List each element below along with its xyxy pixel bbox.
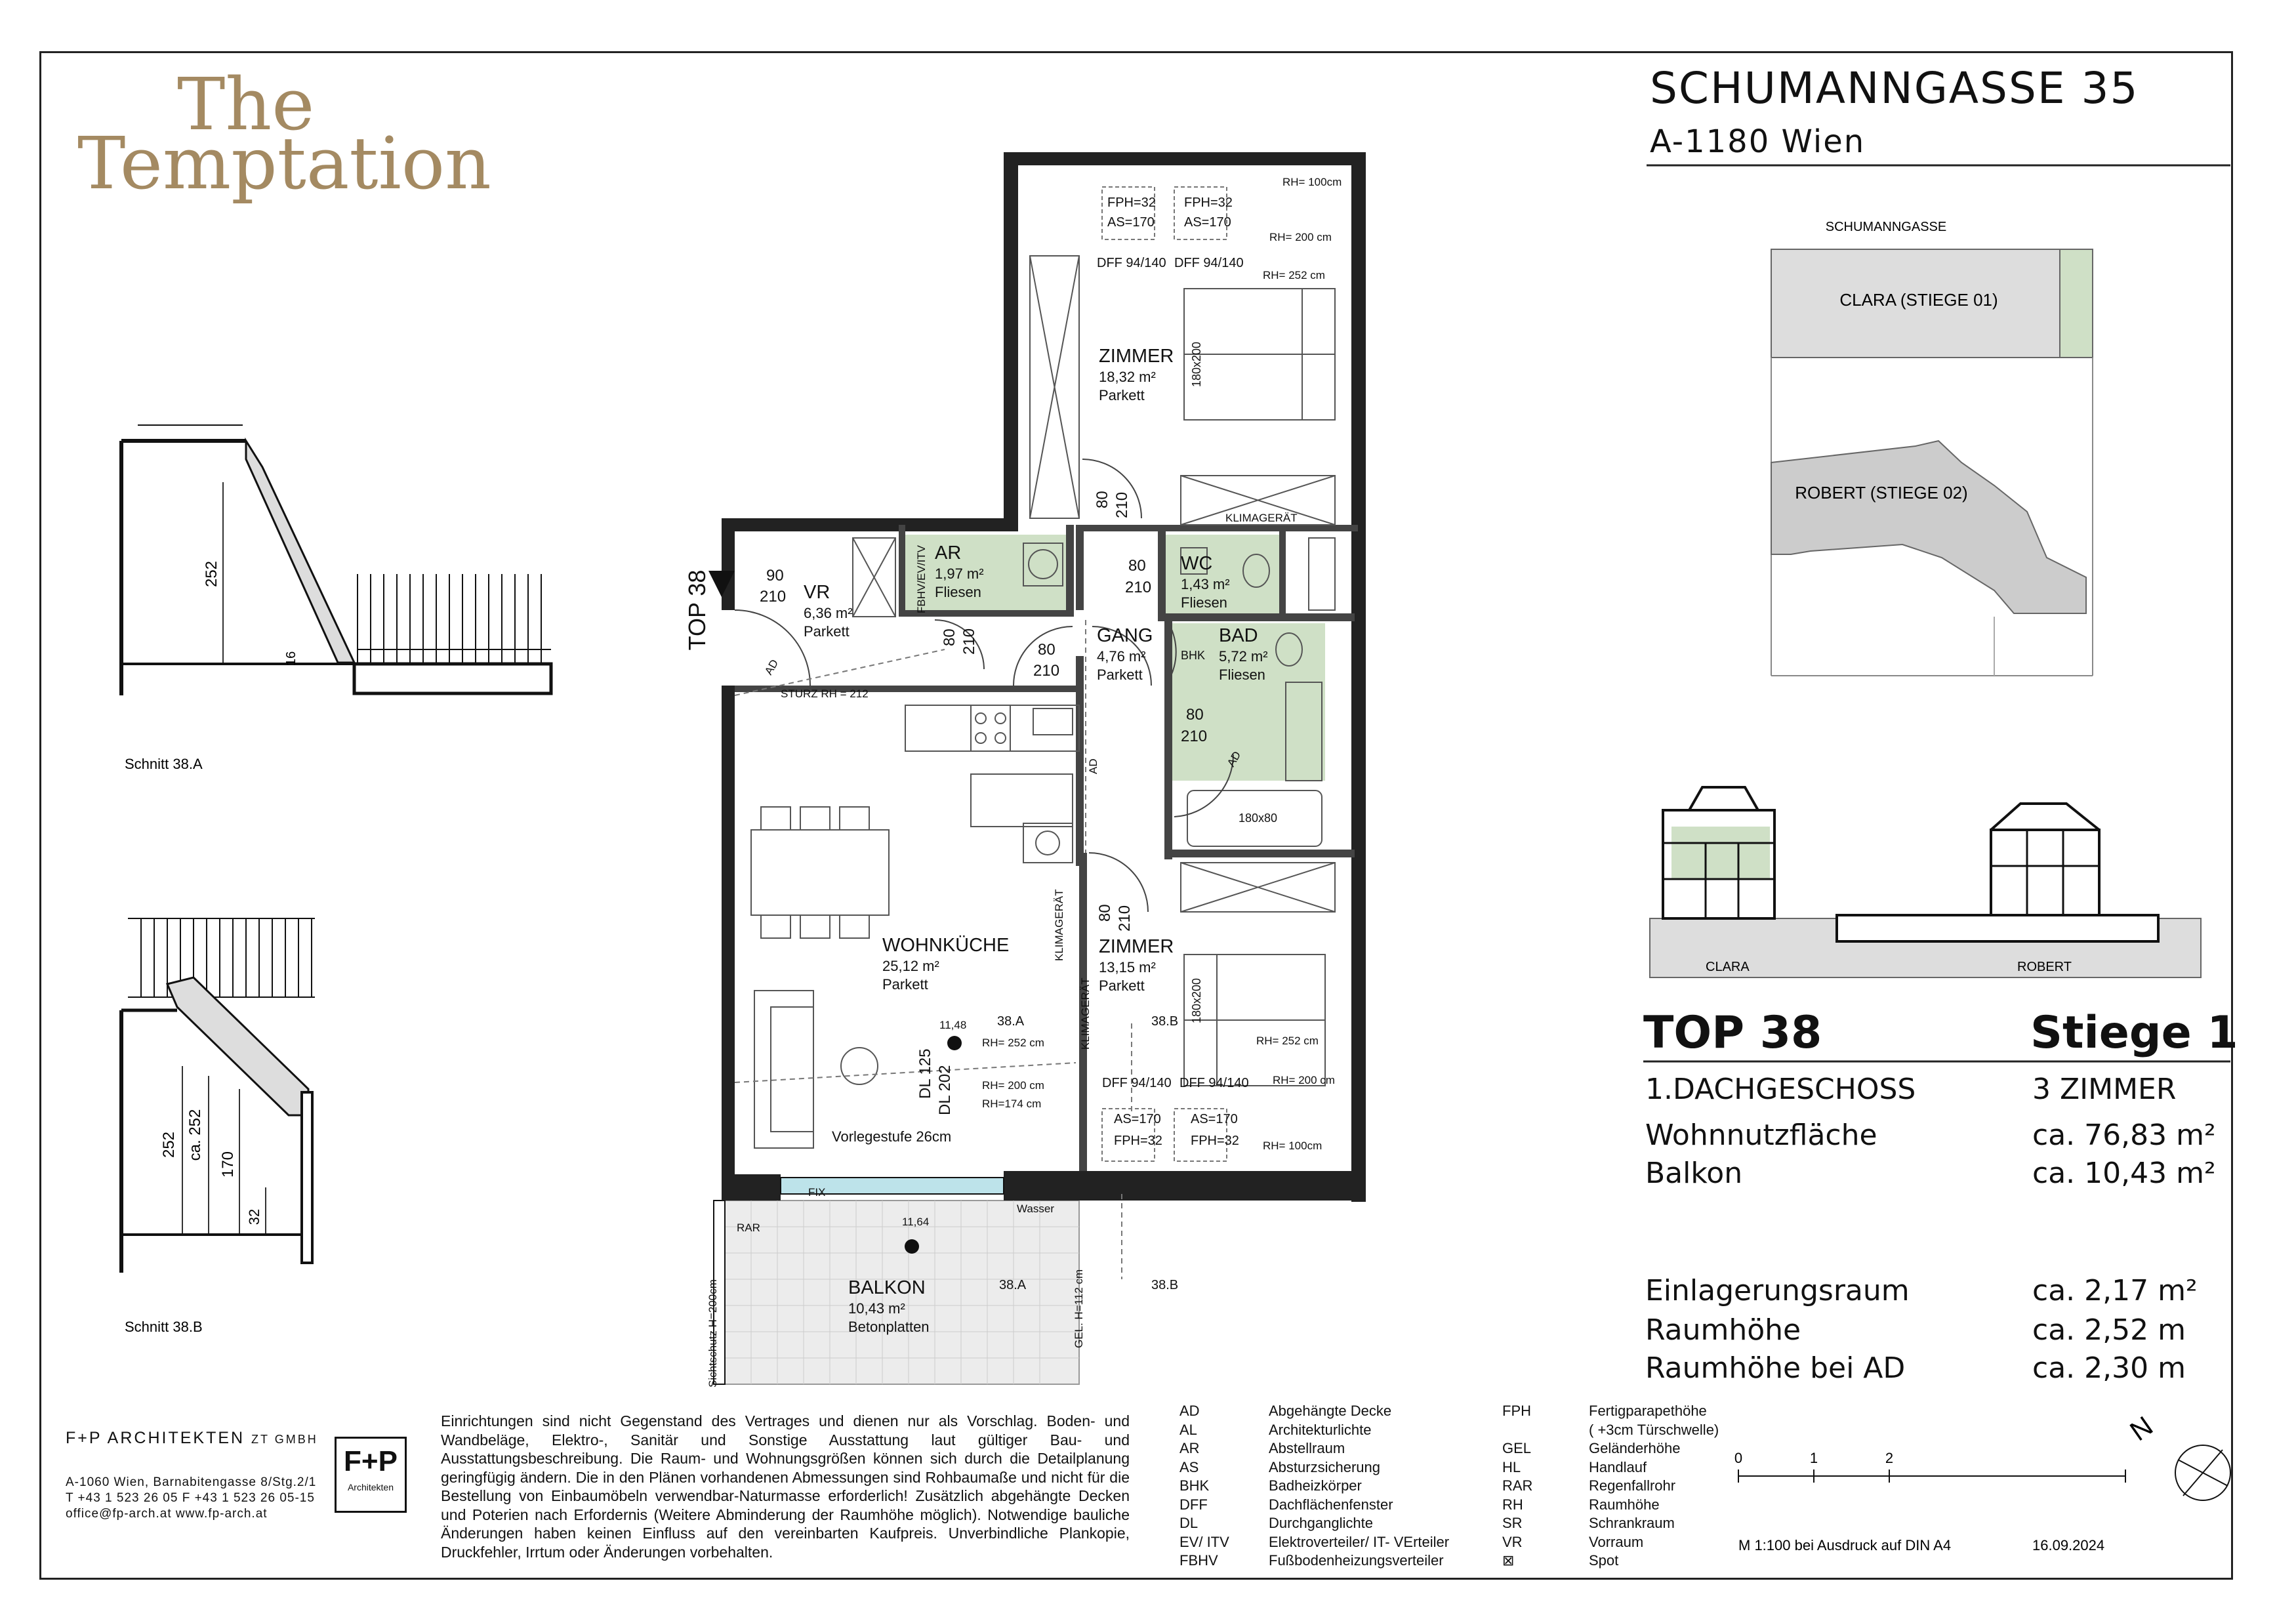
section-a [121, 425, 551, 772]
room-zimmer1-floor: Parkett [1099, 387, 1145, 403]
legend-abbr: FPH [1502, 1403, 1531, 1419]
level-marker-in [947, 1036, 962, 1050]
legend-abbr: DL [1179, 1515, 1199, 1531]
scale-text: M 1:100 bei Ausdruck auf DIN A4 [1738, 1537, 1952, 1553]
legend-abbr: AR [1179, 1440, 1200, 1456]
plan-date: 16.09.2024 [2032, 1537, 2105, 1553]
elevation-right-label: ROBERT [2017, 960, 2072, 974]
win-bot-as2: AS=170 [1191, 1112, 1238, 1126]
rar-label: RAR [737, 1222, 760, 1234]
rh-top-100: RH= 100cm [1282, 176, 1342, 188]
site-building1: CLARA (STIEGE 01) [1839, 290, 1998, 310]
rh-top-252: RH= 252 cm [1263, 269, 1325, 281]
section-b-marker1: 38.B [1151, 1014, 1179, 1029]
legend-abbr [1502, 1421, 1589, 1440]
header-city: A-1180 Wien [1650, 123, 1866, 160]
rh-bot-200: RH= 200 cm [1273, 1074, 1335, 1086]
fbhv-label: FBHV/EV/ITV [915, 545, 928, 613]
logo-line2: Temptation [77, 121, 491, 205]
room-balkon-floor: Betonplatten [848, 1319, 930, 1335]
level-marker-out [905, 1239, 919, 1254]
section-b [121, 918, 315, 1335]
legend-text: Durchganglichte [1269, 1515, 1373, 1531]
room-ar-floor: Fliesen [935, 584, 981, 600]
section-b-label: Schnitt 38.B [125, 1319, 203, 1335]
north-label: N [2124, 1410, 2159, 1447]
door-vr-w: 90 [766, 567, 784, 585]
architect-logo-big: F+P [344, 1445, 398, 1477]
legend-text: Absturzsicherung [1269, 1458, 1380, 1475]
room-bad-area: 5,72 m² [1219, 648, 1268, 665]
room-ar-name: AR [935, 543, 962, 564]
legend-text: Abgehängte Decke [1269, 1403, 1392, 1419]
section-b-dim-ca252: ca. 252 [186, 1109, 204, 1161]
tub-label: 180x80 [1239, 812, 1278, 825]
site-building2: ROBERT (STIEGE 02) [1795, 483, 1968, 503]
section-b-marker2: 38.B [1151, 1278, 1179, 1292]
legend-abbr: DFF [1179, 1496, 1208, 1513]
floor-plan [708, 152, 1366, 1384]
door-z1-w: 80 [1094, 491, 1111, 508]
unit-floor: 1.DACHGESCHOSS [1645, 1073, 1916, 1106]
bed2-label: 180x200 [1190, 977, 1203, 1023]
legend-abbr: AS [1179, 1458, 1199, 1475]
legend-abbr: VR [1502, 1533, 1523, 1550]
unit-rooms: 3 ZIMMER [2032, 1073, 2177, 1106]
door-ar-h: 210 [960, 628, 978, 655]
room-ar-area: 1,97 m² [935, 565, 984, 582]
unit-height-ad-label: Raumhöhe bei AD [1645, 1351, 1906, 1385]
elevation [1650, 787, 2201, 977]
section-a-label: Schnitt 38.A [125, 756, 203, 772]
architect-contact [66, 1475, 316, 1522]
rh-bot-100: RH= 100cm [1263, 1140, 1322, 1152]
legend-abbr: FBHV [1179, 1552, 1218, 1569]
legend-text: Raumhöhe [1589, 1496, 1660, 1513]
ad-label-1: AD [762, 657, 781, 677]
unit-height-value: ca. 2,52 m [2032, 1313, 2186, 1347]
ad-label-2: AD [1087, 758, 1099, 774]
legend-text: Architekturlichte [1269, 1421, 1372, 1438]
legend-abbr: AL [1179, 1421, 1197, 1438]
win-bot-fph2: FPH=32 [1191, 1134, 1239, 1148]
dl202-label: DL 202 [936, 1065, 954, 1115]
entrance-label: TOP 38 [684, 569, 710, 651]
room-gang-floor: Parkett [1097, 667, 1143, 683]
win-top-dff2: DFF 94/140 [1174, 256, 1244, 270]
room-zimmer2-name: ZIMMER [1099, 936, 1174, 957]
spot-icon: ⊠ [1502, 1552, 1515, 1569]
section-a-marker1: 38.A [997, 1014, 1025, 1029]
wasser-label: Wasser [1017, 1202, 1054, 1215]
scale-tick-1: 1 [1809, 1450, 1818, 1466]
dl125-label: DL 125 [916, 1048, 934, 1099]
legend-text: Handlauf [1589, 1458, 1647, 1475]
legend-abbr: BHK [1179, 1477, 1210, 1494]
room-balkon-area: 10,43 m² [848, 1300, 905, 1317]
win-top-as1: AS=170 [1107, 215, 1155, 230]
unit-living-value: ca. 76,83 m² [2032, 1119, 2216, 1152]
door-bad-w: 80 [1186, 706, 1204, 724]
legend-abbr: RAR [1502, 1477, 1533, 1494]
unit-stair: Stiege 1 [2030, 1007, 2238, 1059]
room-zimmer1-name: ZIMMER [1099, 346, 1174, 367]
legend-text: Dachflächenfenster [1269, 1496, 1393, 1513]
win-bot-fph1: FPH=32 [1114, 1134, 1162, 1148]
room-wohnkueche-floor: Parkett [882, 976, 928, 993]
building-clara-green [2060, 249, 2093, 358]
room-wc-floor: Fliesen [1181, 594, 1227, 611]
section-b-dim-252: 252 [160, 1131, 178, 1159]
section-a-marker2: 38.A [999, 1278, 1027, 1292]
unit-title: TOP 38 [1643, 1007, 1822, 1059]
door-vr-h: 210 [760, 588, 787, 606]
legend-text: ( +3cm Türschwelle) [1589, 1421, 1719, 1438]
unit-living-label: Wohnnutzfläche [1645, 1119, 1877, 1152]
win-top-dff1: DFF 94/140 [1097, 256, 1166, 270]
legend-abbr: GEL [1502, 1440, 1532, 1456]
fix-label: FIX [808, 1186, 826, 1199]
room-gang-name: GANG [1097, 625, 1153, 646]
door-z1-h: 210 [1113, 491, 1131, 518]
north-arrow [2124, 1410, 2230, 1500]
room-gang-area: 4,76 m² [1097, 648, 1146, 665]
scale-tick-2: 2 [1885, 1450, 1894, 1466]
room-vr-floor: Parkett [804, 623, 850, 640]
disclaimer: Einrichtungen sind nicht Gegenstand des Vertrages und dienen nur als Vorschlag. Boden- und Wandbeläge, Elektro-, Sanitär und Sonstige Ausstattung laut gültiger Bau- und Ausstattungsbeschreibung. Die Raum- und Wohnungsgrößen können sich durch die Detailplanung geringfügig ändern. Die in den Plänen vorhandenen Abmessungen sind Rohbaumaße und nicht für die Bestellung von Einbaumöbeln verwendbar-Naturmasse erforderlich! Zusätzlich abgehängte Decken und Poterien nach Erfordernis (Weitere Abminderung der Raumhöhe möglich). Notwendige bauliche Änderungen haben keinen Einfluss auf den vereinbarten Kaufpreis. Unverbindliche Plankopie, Druckfehler, Irrtum oder Änderungen vorbehalten. [441, 1412, 1130, 1561]
room-vr-area: 6,36 m² [804, 605, 853, 621]
scale-tick-0: 0 [1734, 1450, 1743, 1466]
architect-name-text: F+P ARCHITEKTEN [66, 1429, 245, 1447]
win-bot-as1: AS=170 [1114, 1112, 1161, 1126]
room-zimmer2-floor: Parkett [1099, 977, 1145, 994]
room-bad-name: BAD [1219, 625, 1258, 646]
legend-abbr: AD [1179, 1403, 1200, 1419]
vorlegestufe-label: Vorlegestufe 26cm [832, 1128, 952, 1145]
rh-top-200: RH= 200 cm [1269, 231, 1332, 243]
architect-address: A-1060 Wien, Barnabitengasse 8/Stg.2/1 [66, 1475, 317, 1489]
legend-abbr: RH [1502, 1496, 1523, 1513]
legend-abbr: SR [1502, 1515, 1523, 1531]
legend-abbr: EV/ ITV [1179, 1533, 1229, 1550]
klima1-label: KLIMAGERÄT [1225, 512, 1298, 524]
door-wc-w: 80 [1128, 557, 1146, 575]
klima2-label: KLIMAGERÄT [1053, 889, 1065, 961]
unit-balcony-label: Balkon [1645, 1157, 1743, 1190]
rh-in-174: RH=174 cm [982, 1098, 1042, 1110]
door-z2-w: 80 [1096, 904, 1114, 922]
legend-text: Vorraum [1589, 1533, 1644, 1550]
legend-left [1179, 1402, 1449, 1571]
ad-label-3: AD [1225, 749, 1244, 769]
section-b-dim-170: 170 [219, 1151, 237, 1178]
door-wc-h: 210 [1125, 579, 1152, 596]
section-a-dim-252: 252 [203, 560, 220, 588]
legend-right [1502, 1402, 1719, 1571]
legend-text: Elektroverteiler/ IT- VErteiler [1269, 1533, 1450, 1550]
unit-height-ad-value: ca. 2,30 m [2032, 1351, 2186, 1385]
door-wk-w: 80 [1038, 641, 1056, 659]
legend-text: Geländerhöhe [1589, 1440, 1681, 1456]
win-top-fph1: FPH=32 [1107, 195, 1156, 210]
unit-balcony-value: ca. 10,43 m² [2032, 1157, 2216, 1190]
legend-text: Schrankraum [1589, 1515, 1675, 1531]
legend-text: Fertigparapethöhe [1589, 1403, 1707, 1419]
sichtschutz-label: Sichtschutz H=200cm [707, 1279, 719, 1387]
legend-text: Badheizkörper [1269, 1477, 1362, 1494]
section-a-dim-16: 16 [284, 651, 298, 666]
room-wc-area: 1,43 m² [1181, 576, 1230, 592]
level-out-label: 11,64 [902, 1216, 930, 1228]
door-z2-h: 210 [1116, 905, 1134, 932]
win-bot-dff2: DFF 94/140 [1179, 1076, 1249, 1090]
win-bot-dff1: DFF 94/140 [1102, 1076, 1172, 1090]
site-plan [1771, 220, 2093, 676]
unit-height-label: Raumhöhe [1645, 1313, 1801, 1347]
gel-label: GEL. H=112 cm [1073, 1269, 1085, 1348]
architect-phone: T +43 1 523 26 05 F +43 1 523 26 05-15 [66, 1491, 315, 1505]
room-zimmer1-area: 18,32 m² [1099, 369, 1156, 385]
door-bad-h: 210 [1181, 728, 1208, 745]
architect-logo [335, 1437, 407, 1513]
bed1-label: 180x200 [1190, 341, 1203, 387]
unit-storage-value: ca. 2,17 m² [2032, 1274, 2198, 1307]
scale-bar [1734, 1450, 2125, 1553]
room-balkon-name: BALKON [848, 1277, 926, 1298]
room-wc-name: WC [1181, 553, 1213, 574]
elevation-left-label: CLARA [1706, 960, 1750, 974]
klima3-label: KLIMAGERÄT [1079, 977, 1092, 1050]
room-wohnkueche-name: WOHNKÜCHE [882, 935, 1010, 956]
legend-text: Spot [1589, 1552, 1619, 1569]
legend-text: Fußbodenheizungsverteiler [1269, 1552, 1444, 1569]
win-top-as2: AS=170 [1184, 215, 1231, 230]
header-street: SCHUMANNGASSE 35 [1650, 63, 2139, 113]
section-b-dim-32: 32 [246, 1208, 262, 1225]
rh-in-252: RH= 252 cm [982, 1037, 1044, 1049]
site-street-label: SCHUMANNGASSE [1825, 220, 1947, 234]
architect-name [66, 1429, 318, 1448]
level-in-label: 11,48 [939, 1019, 967, 1031]
room-bad-floor: Fliesen [1219, 667, 1265, 683]
legend-abbr: HL [1502, 1458, 1521, 1475]
win-top-fph2: FPH=32 [1184, 195, 1233, 210]
logo-line1: The [177, 62, 315, 146]
room-zimmer2-area: 13,15 m² [1099, 959, 1156, 976]
rh-in-200: RH= 200 cm [982, 1079, 1044, 1092]
room-vr-name: VR [804, 582, 830, 603]
bhk-label: BHK [1181, 649, 1206, 662]
door-wk-h: 210 [1033, 662, 1060, 680]
architect-logo-small: Architekten [347, 1482, 394, 1492]
room-wohnkueche-area: 25,12 m² [882, 958, 939, 974]
rh-bot-252: RH= 252 cm [1256, 1035, 1319, 1047]
architect-web: office@fp-arch.at www.fp-arch.at [66, 1507, 268, 1521]
sturz-label: STURZ RH = 212 [781, 688, 869, 700]
unit-storage-label: Einlagerungsraum [1645, 1274, 1910, 1307]
legend-text: Abstellraum [1269, 1440, 1345, 1456]
architect-suffix: ZT GMBH [251, 1433, 318, 1446]
door-ar-w: 80 [941, 628, 958, 646]
legend-text: Regenfallrohr [1589, 1477, 1676, 1494]
building-robert [1771, 441, 2086, 613]
